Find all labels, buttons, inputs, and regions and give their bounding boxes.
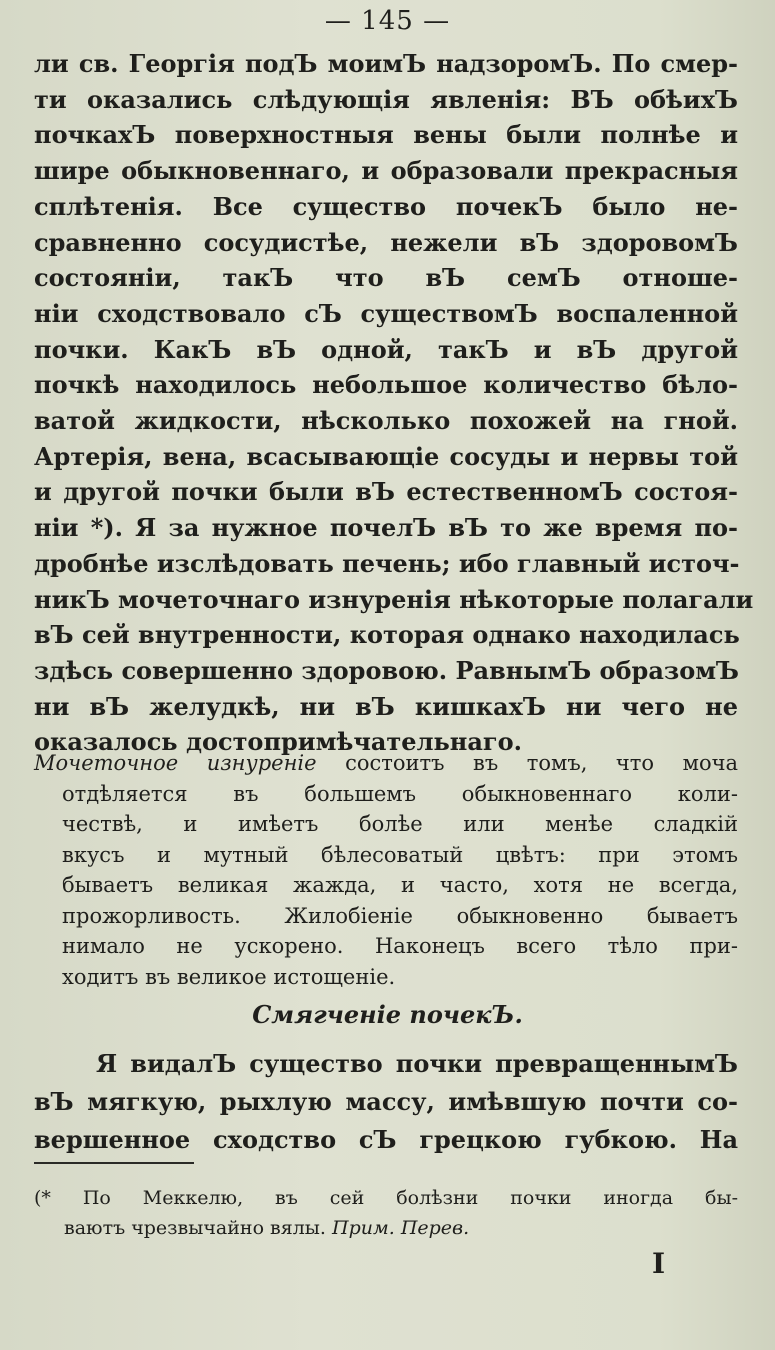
section-heading: Смягченіе почекЪ. xyxy=(252,1000,523,1029)
note-line: чествѣ, и имѣетъ болѣе или менѣе сладкій xyxy=(62,812,738,836)
footnote-line xyxy=(34,1213,738,1243)
text-line: вЪ мягкую, рыхлую массу, имѣвшую почти со- xyxy=(34,1087,738,1116)
signature-mark: I xyxy=(652,1247,666,1280)
note-line: отдѣляется въ большемъ обыкновеннаго коли- xyxy=(62,781,738,806)
note-line: ходитъ въ великое истощеніе. xyxy=(62,964,396,989)
text-line: почкѣ находилось небольшое количество бѣло- xyxy=(34,370,738,400)
text-line: почки. КакЪ вЪ одной, такЪ и вЪ другой xyxy=(34,334,738,364)
text-line: ніи *). Я за нужное почелЪ вЪ то же время по- xyxy=(34,513,738,543)
text-line: дробнѣе изслѣдовать печень; ибо главный источ- xyxy=(34,548,740,578)
footnote xyxy=(34,1183,738,1243)
text-line: вЪ сей внутренности, которая однако находилась xyxy=(34,620,740,650)
note-line: нимало не ускорено. Наконецъ всего тѣло при- xyxy=(62,934,738,958)
text-line: Я видалЪ существо почки превращеннымЪ xyxy=(96,1049,738,1078)
text-line: ни вЪ желудкѣ, ни вЪ кишкахЪ ни чего не xyxy=(34,691,738,721)
note-line: прожорливость. Жилобіеніе обыкновенно бываетъ xyxy=(62,903,738,928)
footnote-text: ваютъ чрезвычайно вялы. xyxy=(64,1217,333,1239)
text-line: ли св. Георгія подЪ моимЪ надзоромЪ. По смер- xyxy=(34,49,738,78)
text-line: шире обыкновеннаго, и образовали прекрасныя xyxy=(34,156,738,186)
note-term: Мочеточное изнуреніе xyxy=(34,751,317,775)
main-paragraph xyxy=(34,46,754,760)
text-line: вершенное сходство сЪ грецкою губкою. На xyxy=(34,1125,738,1154)
text-line: и другой почки были вЪ естественномЪ состоя- xyxy=(34,477,738,507)
note-line: вкусъ и мутный бѣлесоватый цвѣтъ: при этомъ xyxy=(62,842,738,867)
footnote-attribution: Прим. Перев. xyxy=(332,1217,470,1239)
text-line: оказалось достопримѣчательнаго. xyxy=(34,727,522,757)
text-line: никЪ мочеточнаго изнуренія нѣкоторые полагали xyxy=(34,584,754,614)
text-line: почкахЪ поверхностныя вены были полнѣе и xyxy=(34,120,738,150)
note-line xyxy=(34,748,738,779)
section-paragraph xyxy=(34,1045,738,1159)
text-line: сплѣтенія. Все существо почекЪ было не- xyxy=(34,191,738,221)
definition-note xyxy=(34,748,738,992)
page-number: — 145 — xyxy=(324,6,451,36)
footnote-divider xyxy=(34,1162,194,1164)
text-line: ніи сходствовало сЪ существомЪ воспаленной xyxy=(34,298,738,328)
text-line: ватой жидкости, нѣсколько похожей на гной. xyxy=(34,406,738,436)
text-line: ти оказались слѣдующія явленія: ВЪ обѣихЪ xyxy=(34,84,738,114)
text-line: сравненно сосудистѣе, нежели вЪ здоровомЪ xyxy=(34,227,738,257)
footnote-line: (* По Меккелю, въ сей болѣзни почки иногда бы- xyxy=(34,1187,738,1209)
text-line: состояніи, такЪ что вЪ семЪ отноше- xyxy=(34,263,738,293)
text-line: Артерія, вена, всасывающіе сосуды и нервы той xyxy=(34,441,738,471)
note-line: бываетъ великая жажда, и часто, хотя не всегда, xyxy=(62,873,738,897)
note-text: состоитъ въ томъ, что моча xyxy=(316,751,738,775)
text-line: здѣсь совершенно здоровою. РавнымЪ образомЪ xyxy=(34,655,739,685)
